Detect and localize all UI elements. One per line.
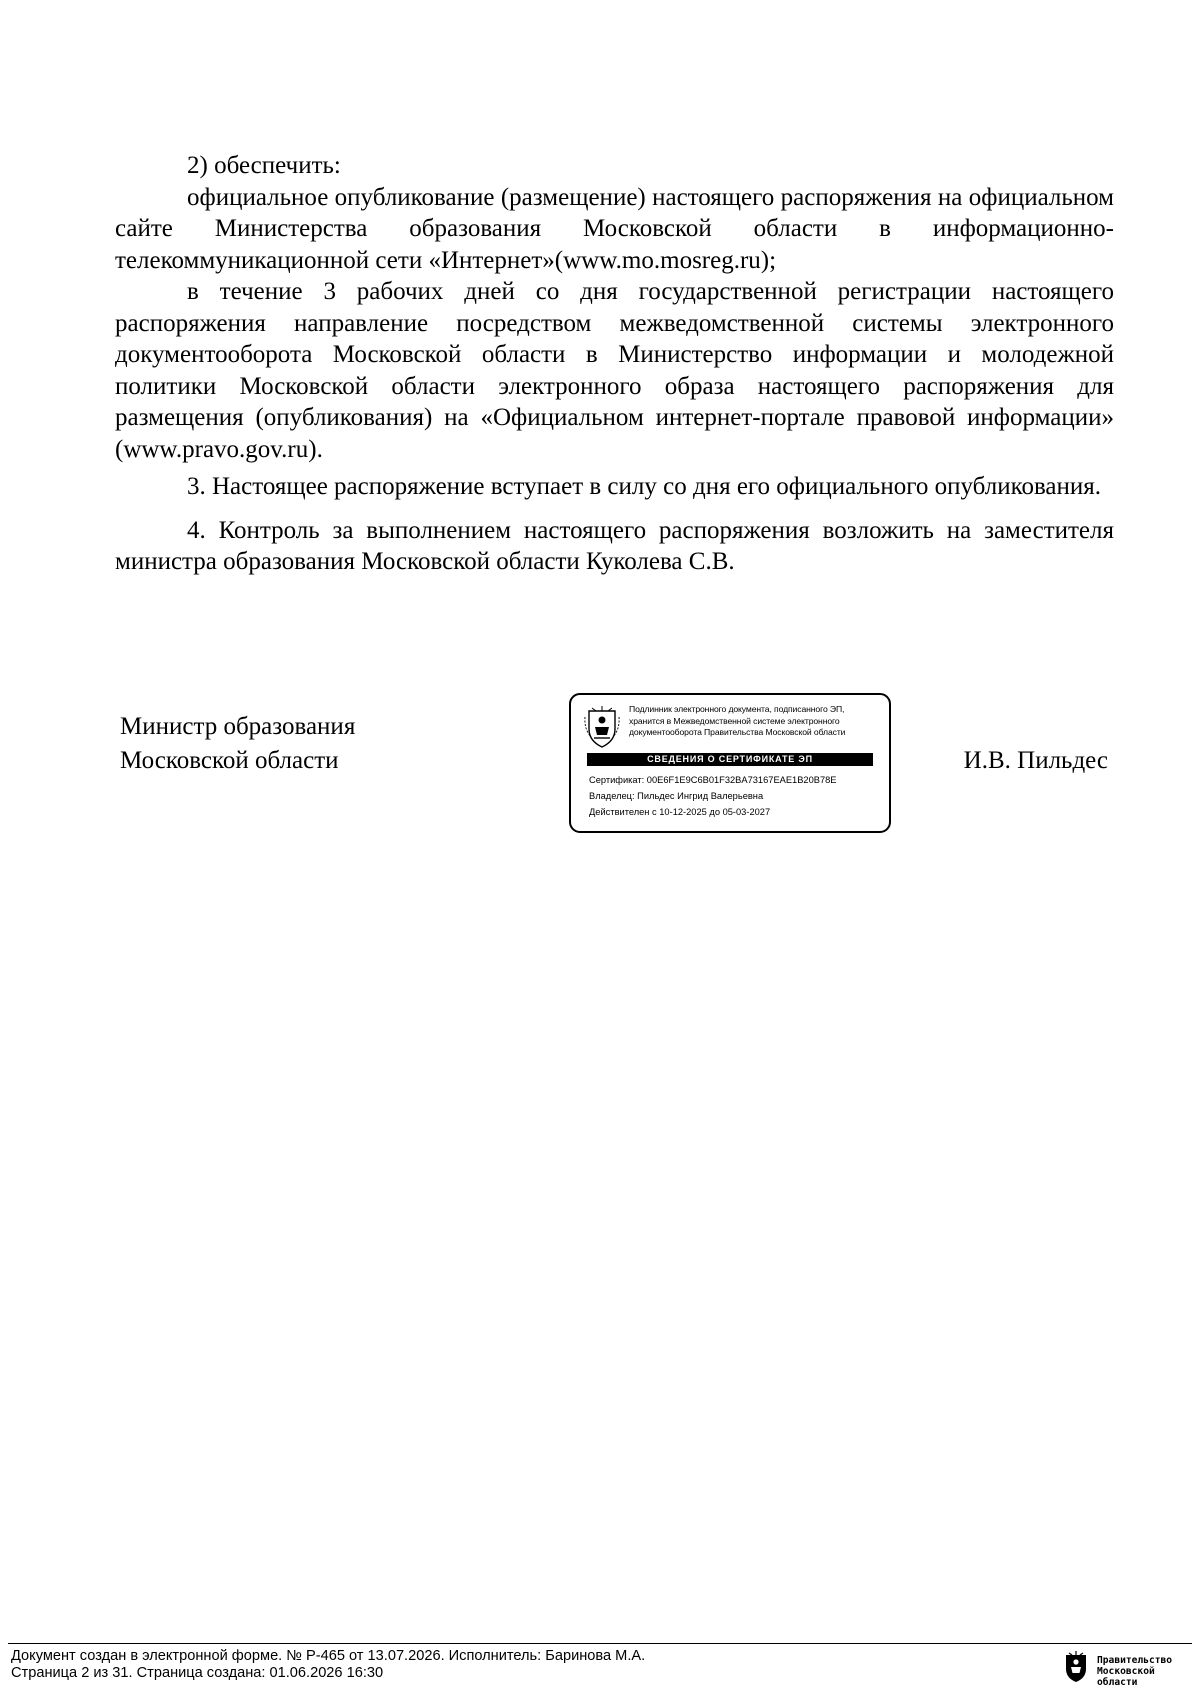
- stamp-certificate-details: [589, 772, 885, 820]
- moscow-region-coat-of-arms-icon: [583, 705, 621, 749]
- footer-org-line2: Московской области: [1097, 1666, 1155, 1688]
- item-4-paragraph: 4. Контроль за выполнением настоящего распоряжения возложить на заместителя министра образования Московской области Куколева С.В.: [115, 516, 1114, 575]
- footer-org-line1: Правительство: [1097, 1655, 1173, 1666]
- signer-position-line1: Министр образования: [120, 713, 356, 740]
- stamp-header-line3: документооборота Правительства Московской области: [629, 727, 846, 737]
- e-signature-stamp: [569, 693, 891, 833]
- footer-org-name: [1097, 1655, 1200, 1688]
- stamp-validity: Действителен с 10-12-2025 до 05-03-2027: [589, 807, 771, 817]
- item-2-heading: 2) обеспечить:: [187, 152, 341, 179]
- signer-name: И.В. Пильдес: [963, 747, 1108, 774]
- stamp-owner: Владелец: Пильдес Ингрид Валерьевна: [589, 791, 764, 801]
- stamp-header: [629, 704, 887, 739]
- signer-position: [120, 710, 355, 778]
- footer-line1: Документ создан в электронной форме. № Р-465 от 13.07.2026. Исполнитель: Баринова М.А.: [11, 1648, 646, 1664]
- item-2-transfer-paragraph: в течение 3 рабочих дней со дня государственной регистрации настоящего распоряжения направление посредством межведомственной системы электронного документооборота Московской области в Министерство информации и молодежной политики Московской области электронного образа настоящего распоряжения для размещения (опубликования) на «Официальном интернет-портале правовой информации» (www.pravo.gov.ru).: [115, 278, 1114, 463]
- signer-position-line2: Московской области: [120, 747, 339, 774]
- footer-line2: Страница 2 из 31. Страница создана: 01.06.2026 16:30: [11, 1665, 384, 1681]
- document-body: [115, 150, 1114, 578]
- stamp-header-line2: хранится в Межведомственной системе электронного: [629, 715, 840, 726]
- footer-divider: [8, 1643, 1192, 1644]
- footer-info: [11, 1648, 645, 1682]
- stamp-certificate: Сертификат: 00E6F1E9C6B01F32BA73167EAE1B20B78E: [589, 775, 837, 785]
- stamp-section-title: СВЕДЕНИЯ О СЕРТИФИКАТЕ ЭП: [587, 753, 873, 766]
- stamp-header-line1: Подлинник электронного документа, подписанного ЭП,: [629, 704, 845, 714]
- item-3-paragraph: 3. Настоящее распоряжение вступает в силу со дня его официального опубликования.: [187, 473, 1102, 500]
- item-2-publication-paragraph: официальное опубликование (размещение) настоящего распоряжения на официальном сайте Министерства образования Московской области в информационно-телекоммуникационной сети «Интернет»(www.mo.mosreg.ru);: [115, 183, 1114, 274]
- moscow-region-coat-of-arms-icon: [1062, 1651, 1090, 1683]
